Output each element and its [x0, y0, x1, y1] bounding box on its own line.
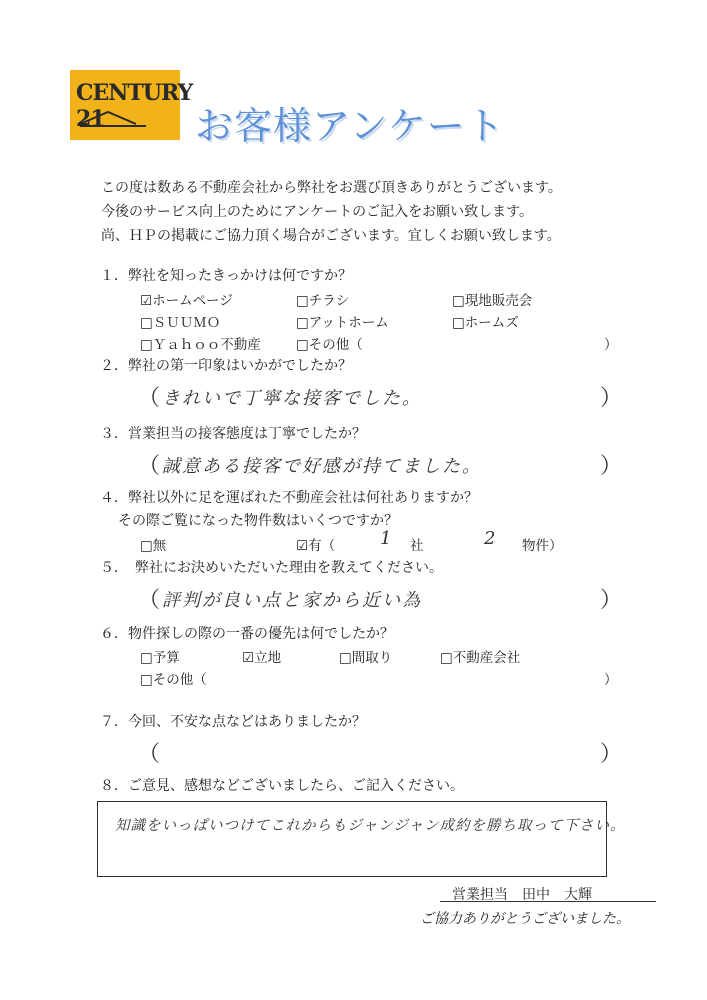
- q1-question: １．弊社を知ったきっかけは何ですか？: [100, 268, 352, 284]
- q8-question: ８．ご意見、感想などございましたら、ご記入ください。: [100, 778, 464, 794]
- q5-answer: 評判が良い点と家から近い為: [162, 590, 422, 611]
- q4-properties-count: 2: [484, 528, 498, 549]
- q1-option-flyer[interactable]: □チラシ: [296, 293, 350, 309]
- q7-open-paren: （: [138, 742, 161, 767]
- staff-underline: [440, 901, 656, 902]
- q2-question: ２．弊社の第一印象はいかがでしたか？: [100, 358, 352, 374]
- q6-option-layout[interactable]: □間取り: [339, 650, 393, 666]
- q8-comment-box: [97, 801, 607, 877]
- q2-answer: きれいで丁寧な接客でした。: [162, 388, 422, 409]
- intro-line-2: 今後のサービス向上のためにアンケートのご記入をお願い致します。: [101, 204, 534, 220]
- q4-sha-label: 社: [410, 538, 424, 554]
- q5-open-paren: （: [138, 588, 161, 613]
- q1-other-close: ）: [604, 337, 618, 353]
- q6-question: ６．物件探しの際の一番の優先は何でしたか？: [100, 626, 394, 642]
- q5-close-paren: ）: [600, 588, 623, 613]
- q4-question-2: その際ご覧になった物件数はいくつですか？: [118, 513, 398, 529]
- q7-close-paren: ）: [600, 742, 623, 767]
- q6-option-company[interactable]: □不動産会社: [440, 650, 521, 666]
- q3-question: ３．営業担当の接客態度は丁寧でしたか？: [100, 426, 366, 442]
- house-roof-icon: [78, 108, 148, 128]
- q4-bukken-label: 物件）: [522, 538, 563, 554]
- q7-question: ７．今回、不安な点などはありましたか？: [100, 714, 366, 730]
- q2-open-paren: （: [138, 386, 161, 411]
- q6-option-location[interactable]: ☑立地: [242, 650, 282, 666]
- thanks-message: ご協力ありがとうございました。: [420, 911, 630, 927]
- intro-line-1: この度は数ある不動産会社から弊社をお選び頂きありがとうございます。: [101, 180, 562, 196]
- q1-option-homes[interactable]: □ホームズ: [452, 315, 519, 331]
- q1-option-suumo[interactable]: □ＳＵＵＭＯ: [140, 315, 221, 331]
- q6-option-budget[interactable]: □予算: [140, 650, 180, 666]
- q4-companies-count: 1: [380, 528, 394, 549]
- q1-option-athome[interactable]: □アットホーム: [296, 315, 389, 331]
- q4-question: ４．弊社以外に足を運ばれた不動産会社は何社ありますか？: [100, 490, 478, 506]
- intro-line-3: 尚、ＨＰの掲載にご協力頂く場合がございます。宜しくお願い致します。: [101, 228, 561, 244]
- q3-close-paren: ）: [600, 454, 623, 479]
- q1-option-other[interactable]: □その他（: [296, 337, 363, 353]
- q8-answer: 知識をいっぱいつけてこれからもジャンジャン成約を勝ち取って下さい。: [115, 818, 626, 834]
- q6-option-other[interactable]: □その他（: [140, 672, 207, 688]
- century21-logo: [70, 70, 193, 140]
- q6-other-close: ）: [604, 672, 618, 688]
- q1-option-open-house[interactable]: □現地販売会: [452, 293, 533, 309]
- q5-question: ５． 弊社にお決めいただいた理由を教えてください。: [100, 560, 443, 576]
- q4-option-yes[interactable]: ☑有（: [296, 538, 336, 554]
- q3-answer: 誠意ある接客で好感が持てました。: [162, 456, 482, 477]
- staff-name: 営業担当 田中 大輝: [452, 887, 592, 903]
- q4-option-none[interactable]: □無: [140, 538, 167, 554]
- page-title: お客様アンケート: [195, 104, 505, 148]
- q1-option-yahoo[interactable]: □Ｙａｈｏｏ不動産: [140, 337, 261, 353]
- q1-option-homepage[interactable]: ☑ホームページ: [140, 293, 233, 309]
- logo-text: CENTURY 21: [76, 80, 193, 132]
- q3-open-paren: （: [138, 454, 161, 479]
- q2-close-paren: ）: [600, 386, 623, 411]
